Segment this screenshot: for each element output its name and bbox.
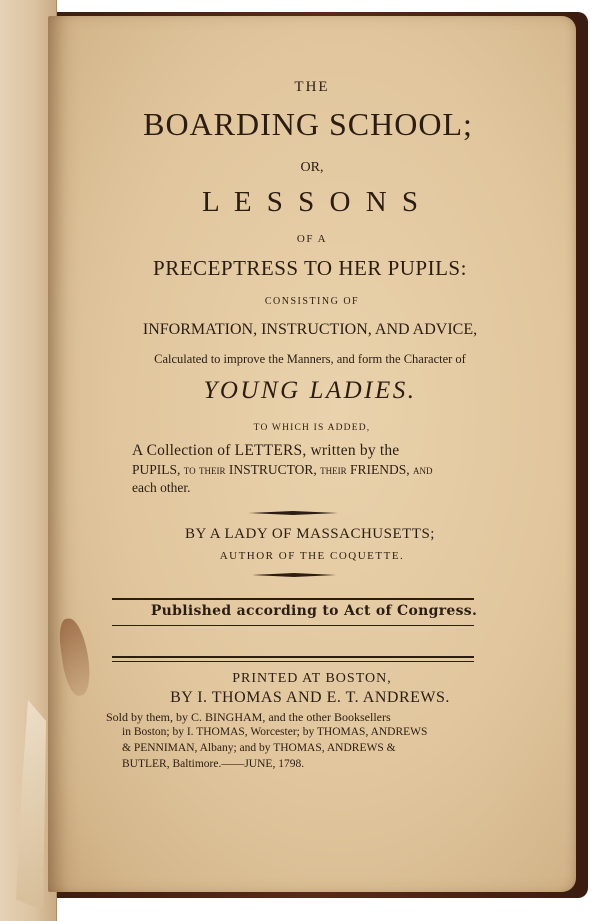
sold-line-3: & PENNIMAN, Albany; and by THOMAS, ANDREWS & [122,742,396,754]
collection-line-1: A Collection of LETTERS, written by the [132,442,400,459]
lessons-title: L E S S O N S [201,186,423,218]
double-rule-1 [112,656,474,658]
collection-line-3: each other. [132,480,191,495]
to-which-is-added: TO WHICH IS ADDED, [253,423,371,433]
sold-line-2: in Boston; by I. THOMAS, Worcester; by THOMAS, ANDREWS [122,726,428,738]
torn-edge [16,700,46,910]
printers-line: BY I. THOMAS AND E. T. ANDREWS. [170,689,450,706]
young-ladies: YOUNG LADIES. [203,377,417,404]
preceptress-line: PRECEPTRESS TO HER PUPILS: [153,256,467,280]
author-sub: AUTHOR OF THE COQUETTE. [219,550,405,562]
collection-line-2: PUPILS, to their INSTRUCTOR, their FRIENDS, and [132,462,433,477]
printed-at: PRINTED AT BOSTON, [232,671,392,686]
title-the: THE [294,79,330,95]
title-of-a: OF A [296,233,328,245]
sold-line-4: BUTLER, Baltimore.——JUNE, 1798. [122,758,305,770]
copyright-line: Published according to Act of Congress. [150,603,478,619]
sold-line-1: Sold by them, by C. BINGHAM, and the other Booksellers [106,710,391,724]
consisting-of: CONSISTING OF [264,296,360,307]
information-line: INFORMATION, INSTRUCTION, AND ADVICE, [142,321,478,338]
author-line: BY A LADY OF MASSACHUSETTS; [185,526,435,542]
calculated-line: Calculated to improve the Manners, and form the Character of [154,352,466,366]
title-or: OR, [300,160,324,175]
rule-bottom [112,625,474,626]
rule-top [112,598,474,600]
main-title: BOARDING SCHOOL; [143,106,473,142]
double-rule-2 [112,661,474,662]
